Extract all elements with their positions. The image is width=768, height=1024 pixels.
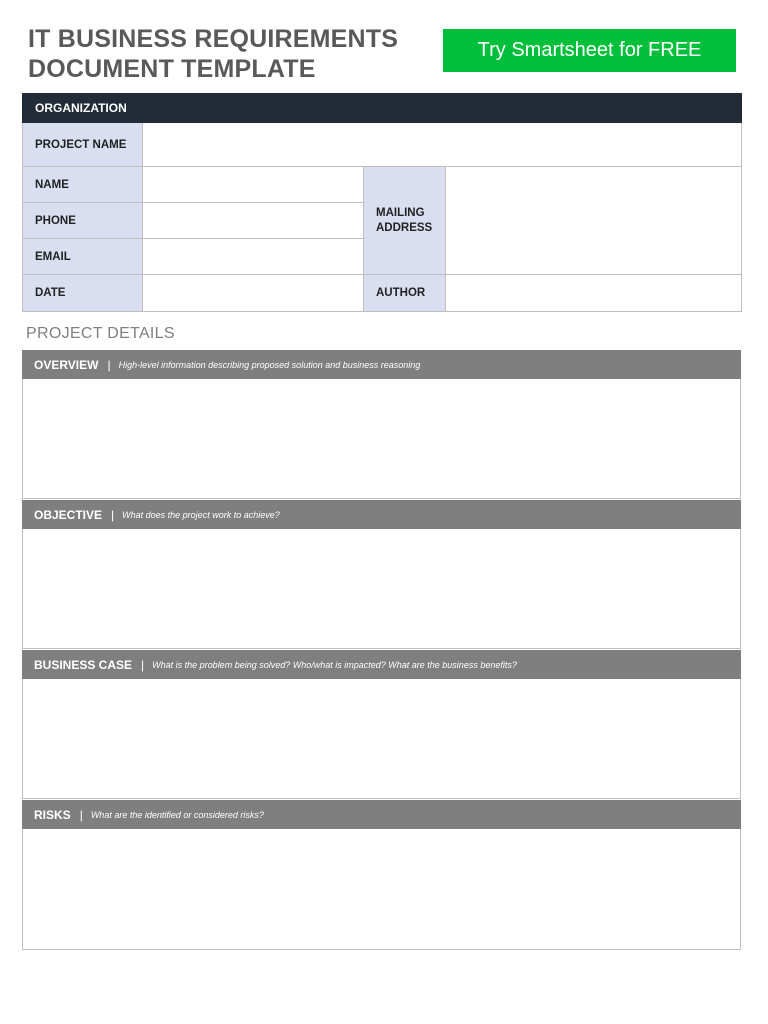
mailing-address-label-line-1: MAILING xyxy=(376,206,425,219)
overview-header xyxy=(22,350,741,379)
phone-label: PHONE xyxy=(23,203,143,239)
author-field[interactable] xyxy=(446,275,742,312)
objective-header xyxy=(22,500,741,529)
mailing-address-label-line-2: ADDRESS xyxy=(376,221,433,234)
separator: | xyxy=(107,357,111,372)
project-name-label: PROJECT NAME xyxy=(23,123,143,167)
name-field[interactable] xyxy=(143,167,364,203)
email-field[interactable] xyxy=(143,239,364,275)
business-case-title: BUSINESS CASE xyxy=(34,657,133,672)
objective-textarea[interactable] xyxy=(22,529,741,649)
risks-title: RISKS xyxy=(34,807,71,822)
project-name-field[interactable] xyxy=(143,123,742,167)
risks-textarea[interactable] xyxy=(22,829,741,950)
separator: | xyxy=(111,507,115,522)
author-label: AUTHOR xyxy=(364,275,446,312)
overview-textarea[interactable] xyxy=(22,379,741,499)
business-case-textarea[interactable] xyxy=(22,679,741,799)
name-label: NAME xyxy=(23,167,143,203)
objective-hint: What does the project work to achieve? xyxy=(122,509,280,520)
business-case-section xyxy=(22,650,741,799)
objective-title: OBJECTIVE xyxy=(34,507,103,522)
page-title xyxy=(28,24,398,84)
mailing-address-field[interactable] xyxy=(446,167,742,275)
objective-section xyxy=(22,500,741,649)
date-label: DATE xyxy=(23,275,143,312)
phone-field[interactable] xyxy=(143,203,364,239)
mailing-address-label xyxy=(364,167,446,275)
overview-section xyxy=(22,350,741,499)
project-info-table xyxy=(22,93,742,312)
risks-hint: What are the identified or considered risks? xyxy=(90,809,264,820)
page-title-line-1: IT BUSINESS REQUIREMENTS xyxy=(28,25,399,53)
project-details-heading: PROJECT DETAILS xyxy=(26,325,175,342)
overview-hint: High-level information describing proposed solution and business reasoning xyxy=(118,359,421,370)
separator: | xyxy=(79,807,83,822)
date-field[interactable] xyxy=(143,275,364,312)
business-case-hint: What is the problem being solved? Who/what is impacted? What are the business benefits? xyxy=(152,659,517,670)
risks-header xyxy=(22,800,741,829)
overview-title: OVERVIEW xyxy=(34,357,99,372)
business-case-header xyxy=(22,650,741,679)
organization-header: ORGANIZATION xyxy=(23,94,742,123)
email-label: EMAIL xyxy=(23,239,143,275)
risks-section xyxy=(22,800,741,950)
page-title-line-2: DOCUMENT TEMPLATE xyxy=(28,55,316,83)
separator: | xyxy=(141,657,145,672)
try-smartsheet-button[interactable]: Try Smartsheet for FREE xyxy=(443,29,736,72)
